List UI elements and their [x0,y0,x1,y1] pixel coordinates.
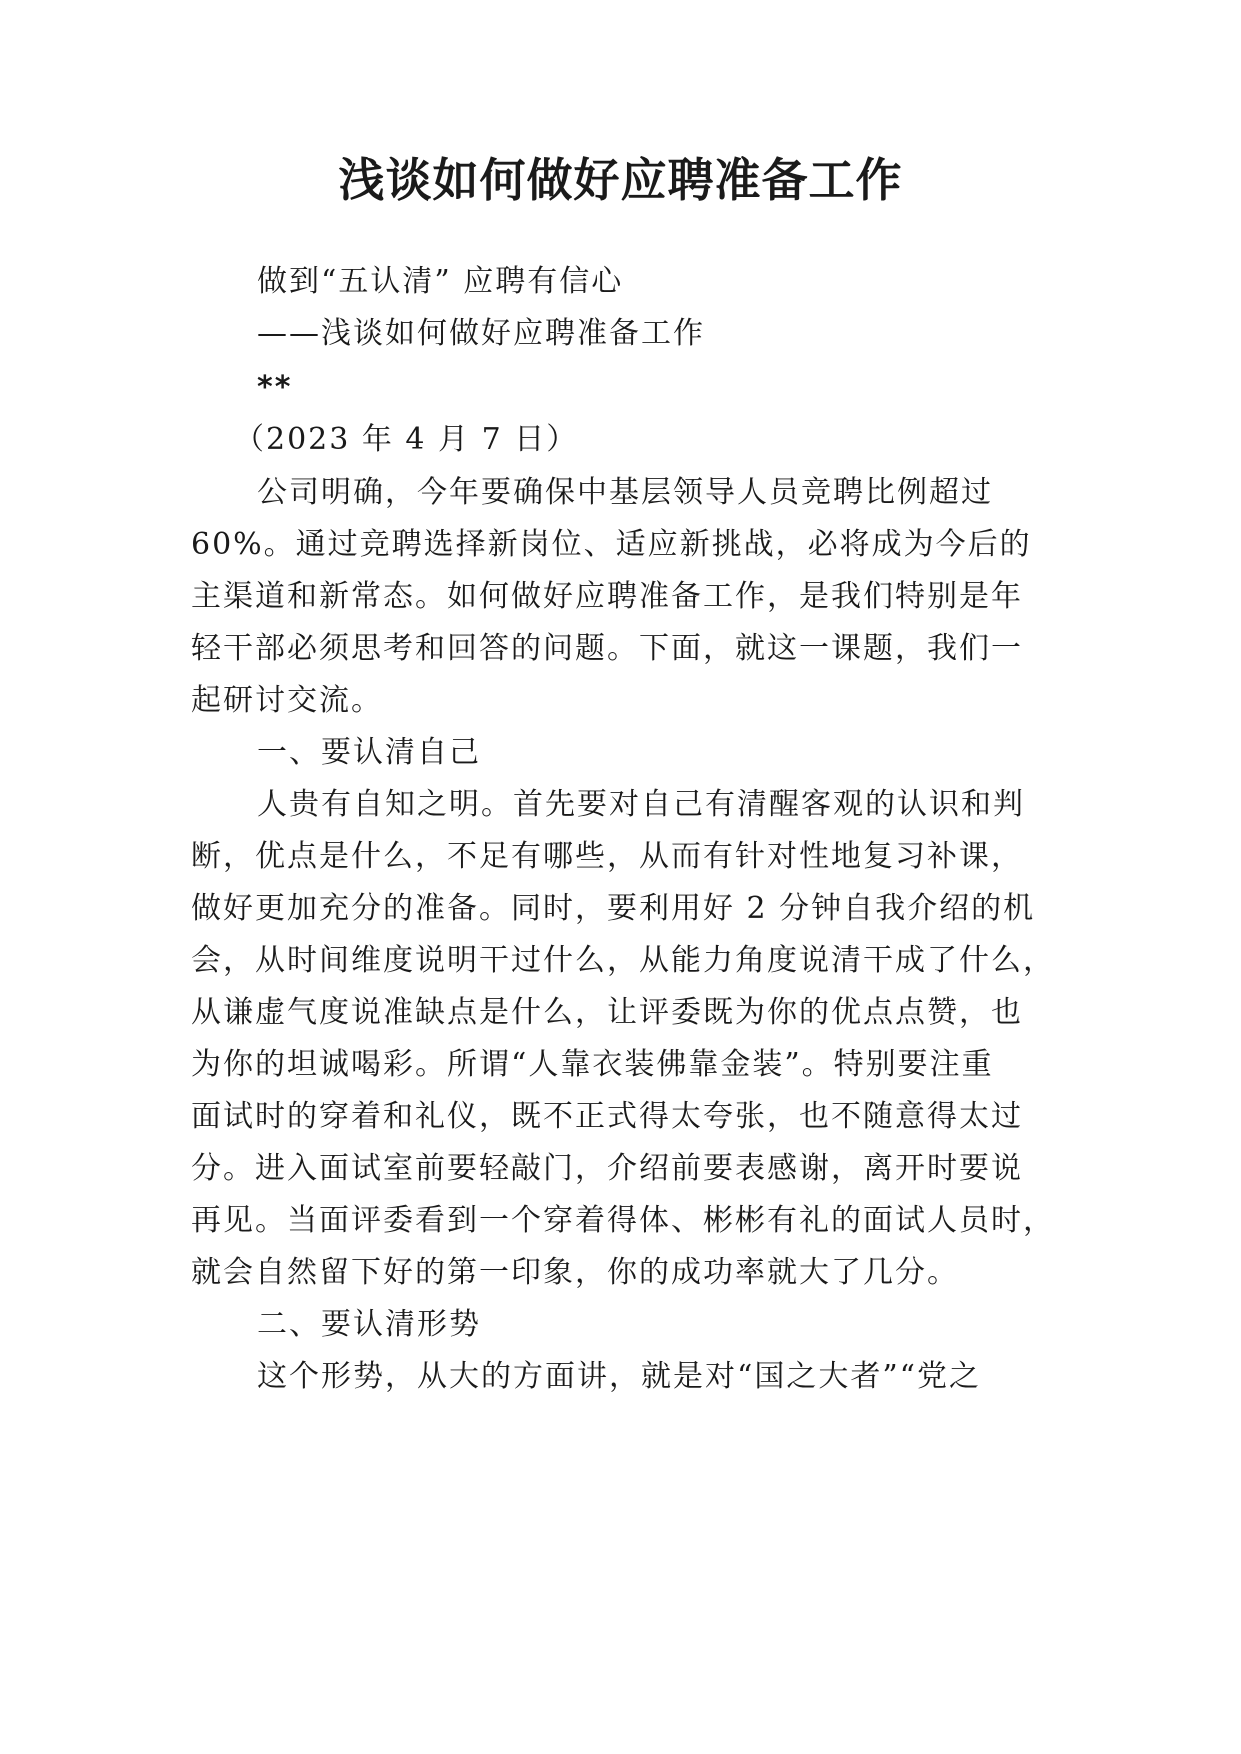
section-heading: 二、要认清形势 [257,1307,481,1342]
paragraph-line: 会，从时间维度说明干过什么，从能力角度说清干成了什么， [191,943,1055,978]
subtitle-1: 做到“五认清” 应聘有信心 [257,264,624,299]
document-title: 浅谈如何做好应聘准备工作 [338,153,903,207]
paragraph-line: 公司明确，今年要确保中基层领导人员竞聘比例超过 [257,475,993,510]
paragraph-line: 分。进入面试室前要轻敲门，介绍前要表感谢，离开时要说 [191,1151,1023,1186]
paragraph-line: 人贵有自知之明。首先要对自己有清醒客观的认识和判 [257,787,1025,822]
paragraph-line: 60%。通过竞聘选择新岗位、适应新挑战，必将成为今后的 [191,527,1032,562]
paragraph-line: 从谦虚气度说准缺点是什么，让评委既为你的优点点赞，也 [191,995,1023,1030]
paragraph-line: 再见。当面评委看到一个穿着得体、彬彬有礼的面试人员时， [191,1203,1055,1238]
paragraph-line: 主渠道和新常态。如何做好应聘准备工作，是我们特别是年 [191,579,1023,614]
paragraph-line: 轻干部必须思考和回答的问题。下面，就这一课题，我们一 [191,631,1023,666]
author-line: ** [257,370,293,405]
paragraph-line: 断，优点是什么，不足有哪些，从而有针对性地复习补课， [191,839,1023,874]
paragraph-line: 这个形势，从大的方面讲，就是对“国之大者”“党之 [257,1359,982,1394]
subtitle-2: ——浅谈如何做好应聘准备工作 [257,316,705,351]
date-line: （2023 年 4 月 7 日） [234,422,579,457]
paragraph-line: 做好更加充分的准备。同时，要利用好 2 分钟自我介绍的机 [191,891,1036,926]
section-heading: 一、要认清自己 [257,735,481,770]
paragraph-line: 起研讨交流。 [191,683,383,718]
paragraph-line: 为你的坦诚喝彩。所谓“人靠衣装佛靠金装”。特别要注重 [191,1047,994,1082]
paragraph-line: 面试时的穿着和礼仪，既不正式得太夸张，也不随意得太过 [191,1099,1023,1134]
paragraph-line: 就会自然留下好的第一印象，你的成功率就大了几分。 [191,1255,959,1290]
